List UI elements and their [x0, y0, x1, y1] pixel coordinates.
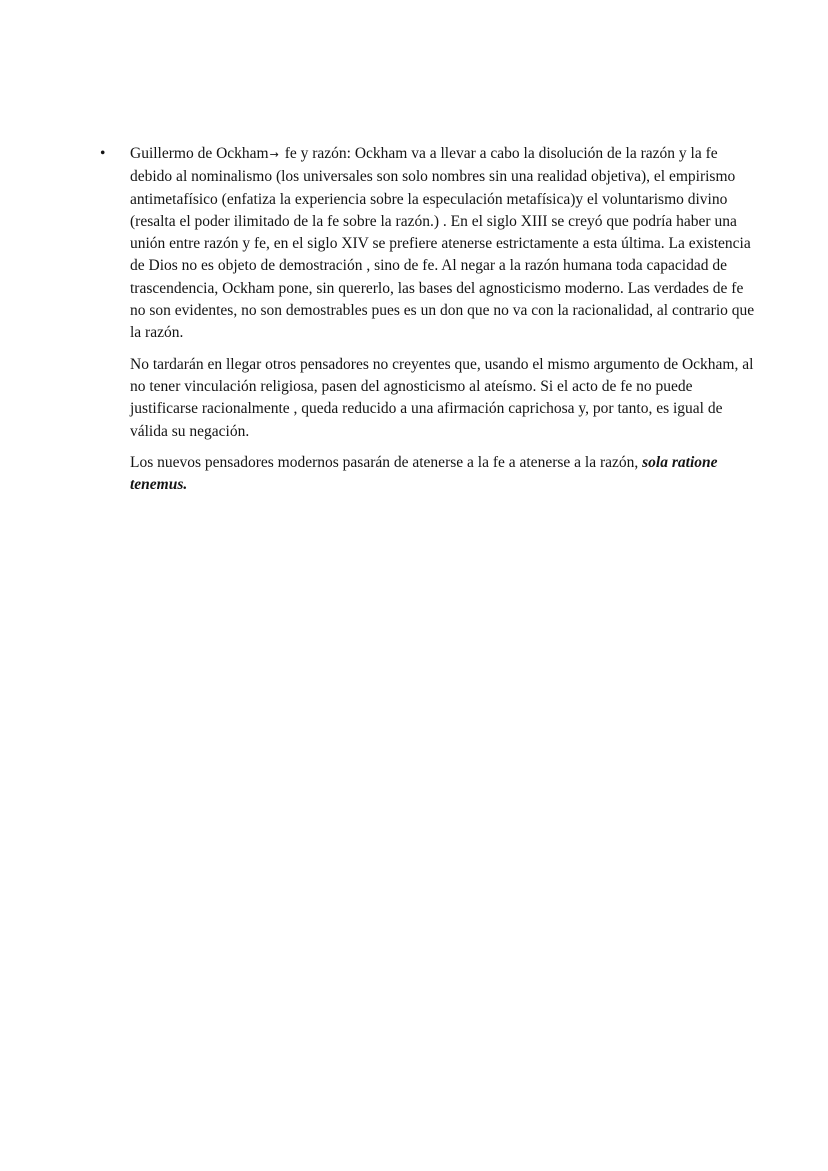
author-name: Guillermo de Ockham	[130, 145, 269, 162]
document-content	[97, 143, 757, 505]
bullet-list-item	[97, 143, 757, 496]
bullet-marker: •	[100, 145, 106, 162]
latin-emphasis: sola ratione tenemus.	[130, 453, 718, 494]
paragraph-modern-thinkers	[130, 452, 757, 497]
paragraph-1-text: fe y razón: Ockham va a llevar a cabo la disolución de la razón y la fe debido al nominalismo (los universales son solo nombres sin una realidad objetiva), el empirismo antimetafísico (enfatiza la experiencia sobre la especulación metafísica)y el voluntarismo divino (resalta el poder ilimitado de la fe sobre la razón.) . En el siglo XIII se creyó que podría haber una unión entre razón y fe, en el siglo XIV se prefiere atenerse estrictamente a esta última. La existencia de Dios no es objeto de demostración , sino de fe. Al negar a la razón humana toda capacidad de trascendencia, Ockham pone, sin quererlo, las bases del agnosticismo moderno. Las verdades de fe no son evidentes, no son demostrables pues es un don que no va con la racionalidad, al contrario que la razón.	[130, 145, 755, 342]
arrow-icon: →	[269, 148, 279, 161]
paragraph-3-text: Los nuevos pensadores modernos pasarán de atenerse a la fe a atenerse a la razón,	[130, 453, 643, 471]
paragraph-ockham	[130, 143, 757, 345]
paragraph-atheism: No tardarán en llegar otros pensadores no creyentes que, usando el mismo argumento de Ockham, al no tener vinculación religiosa, pasen del agnosticismo al ateísmo. Si el acto de fe no puede justificarse racionalmente , queda reducido a una afirmación caprichosa y, por tanto, es igual de válida su negación.	[130, 355, 754, 440]
